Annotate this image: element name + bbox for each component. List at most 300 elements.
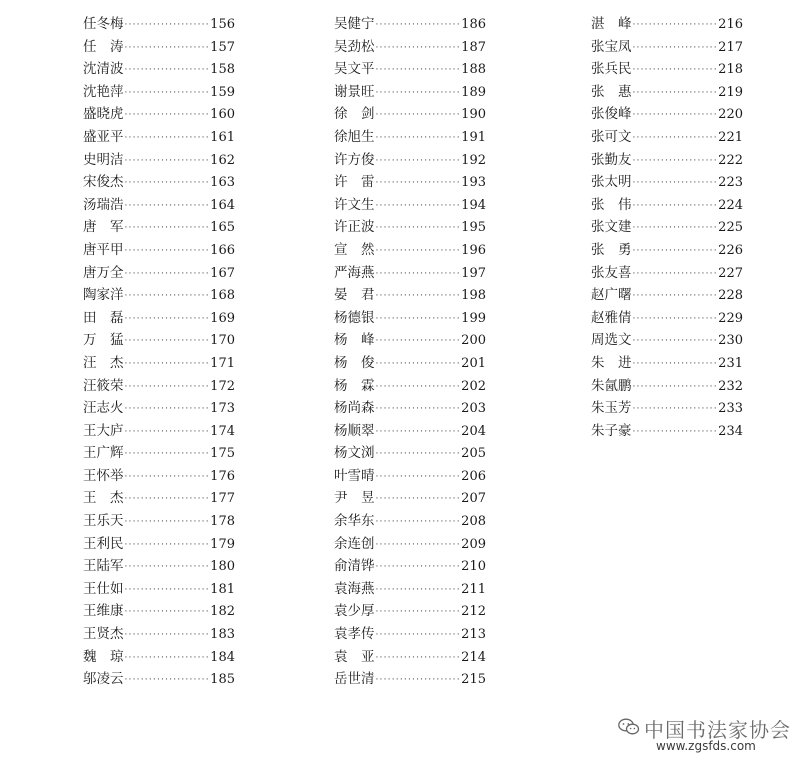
- entry-name: 许方俊: [334, 151, 375, 168]
- index-entry: [83, 13, 235, 36]
- dot-leader: [376, 376, 461, 399]
- index-entry: [591, 216, 743, 239]
- dot-leader: [376, 195, 461, 218]
- entry-page-number: 201: [461, 355, 486, 371]
- dot-leader: [125, 511, 210, 534]
- index-entry: [334, 262, 486, 285]
- index-entry: [334, 578, 486, 601]
- index-entry: [334, 510, 486, 533]
- entry-page-number: 232: [718, 378, 743, 394]
- index-entry: [83, 307, 235, 330]
- index-entry: [83, 375, 235, 398]
- entry-name: 张 惠: [591, 83, 632, 100]
- entry-name: 许正波: [334, 219, 375, 236]
- dot-leader: [633, 376, 718, 399]
- index-entry: [334, 36, 486, 59]
- entry-page-number: 233: [718, 401, 743, 417]
- index-entry: [83, 533, 235, 556]
- entry-name: 王怀举: [83, 467, 124, 484]
- index-entry: [83, 329, 235, 352]
- index-entry: [83, 103, 235, 126]
- index-entry: [83, 442, 235, 465]
- entry-name: 盛晓虎: [83, 106, 124, 123]
- dot-leader: [376, 421, 461, 444]
- entry-page-number: 193: [461, 175, 486, 191]
- entry-name: 徐旭生: [334, 128, 375, 145]
- dot-leader: [125, 82, 210, 105]
- entry-page-number: 163: [210, 175, 235, 191]
- index-entry: [334, 600, 486, 623]
- index-entry: [334, 397, 486, 420]
- dot-leader: [125, 466, 210, 489]
- entry-page-number: 170: [210, 333, 235, 349]
- dot-leader: [125, 37, 210, 60]
- entry-name: 汪志火: [83, 400, 124, 417]
- entry-name: 俞清铧: [334, 558, 375, 575]
- entry-name: 许 雷: [334, 174, 375, 191]
- index-entry: [591, 103, 743, 126]
- entry-page-number: 196: [461, 242, 486, 258]
- entry-name: 杨文浏: [334, 445, 375, 462]
- entry-page-number: 224: [718, 197, 743, 213]
- index-entry: [334, 442, 486, 465]
- dot-leader: [125, 195, 210, 218]
- entry-page-number: 209: [461, 536, 486, 552]
- dot-leader: [125, 150, 210, 173]
- dot-leader: [633, 127, 718, 150]
- dot-leader: [125, 421, 210, 444]
- index-entry: [591, 307, 743, 330]
- dot-leader: [376, 579, 461, 602]
- index-entry: [83, 36, 235, 59]
- entry-name: 杨顺翠: [334, 422, 375, 439]
- entry-page-number: 169: [210, 310, 235, 326]
- entry-page-number: 227: [718, 265, 743, 281]
- entry-page-number: 205: [461, 446, 486, 462]
- index-entry: [334, 103, 486, 126]
- entry-page-number: 181: [210, 581, 235, 597]
- entry-name: 沈艳萍: [83, 83, 124, 100]
- dot-leader: [376, 308, 461, 331]
- entry-name: 王 杰: [83, 490, 124, 507]
- entry-name: 张兵民: [591, 61, 632, 78]
- wechat-icon: [618, 718, 640, 736]
- entry-page-number: 214: [461, 649, 486, 665]
- dot-leader: [376, 240, 461, 263]
- index-entry: [83, 352, 235, 375]
- entry-name: 叶雪晴: [334, 467, 375, 484]
- entry-name: 王广辉: [83, 445, 124, 462]
- index-entry: [83, 171, 235, 194]
- entry-name: 尹 昱: [334, 490, 375, 507]
- index-entry: [334, 126, 486, 149]
- entry-name: 张友喜: [591, 264, 632, 281]
- index-entry: [334, 171, 486, 194]
- index-entry: [83, 284, 235, 307]
- dot-leader: [125, 534, 210, 557]
- dot-leader: [376, 127, 461, 150]
- dot-leader: [376, 669, 461, 692]
- index-entry: [334, 487, 486, 510]
- index-entry: [591, 13, 743, 36]
- entry-name: 许文生: [334, 196, 375, 213]
- index-entry: [334, 58, 486, 81]
- index-entry: [591, 284, 743, 307]
- entry-page-number: 221: [718, 129, 743, 145]
- dot-leader: [633, 14, 718, 37]
- entry-page-number: 173: [210, 401, 235, 417]
- index-entry: [591, 36, 743, 59]
- dot-leader: [125, 308, 210, 331]
- index-entry: [83, 149, 235, 172]
- index-entry: [334, 194, 486, 217]
- entry-name: 王乐天: [83, 513, 124, 530]
- dot-leader: [633, 150, 718, 173]
- entry-page-number: 174: [210, 423, 235, 439]
- entry-page-number: 184: [210, 649, 235, 665]
- index-entry: [591, 375, 743, 398]
- dot-leader: [633, 195, 718, 218]
- entry-name: 任冬梅: [83, 16, 124, 32]
- entry-name: 汤瑞浩: [83, 196, 124, 213]
- index-entry: [334, 13, 486, 36]
- entry-page-number: 160: [210, 107, 235, 123]
- dot-leader: [125, 579, 210, 602]
- entry-page-number: 172: [210, 378, 235, 394]
- entry-page-number: 216: [718, 17, 743, 32]
- dot-leader: [633, 421, 718, 444]
- entry-page-number: 218: [718, 62, 743, 78]
- dot-leader: [125, 669, 210, 692]
- index-entry: [83, 126, 235, 149]
- entry-page-number: 192: [461, 152, 486, 168]
- entry-name: 史明洁: [83, 151, 124, 168]
- entry-page-number: 222: [718, 152, 743, 168]
- entry-name: 王陆军: [83, 558, 124, 575]
- entry-name: 徐 剑: [334, 106, 375, 123]
- index-entry: [334, 81, 486, 104]
- index-entry: [591, 397, 743, 420]
- entry-page-number: 178: [210, 514, 235, 530]
- entry-page-number: 220: [718, 107, 743, 123]
- entry-page-number: 231: [718, 355, 743, 371]
- entry-page-number: 185: [210, 672, 235, 688]
- index-entry: [83, 510, 235, 533]
- entry-name: 赵雅倩: [591, 309, 632, 326]
- entry-name: 唐 军: [83, 219, 124, 236]
- entry-page-number: 183: [210, 627, 235, 643]
- dot-leader: [125, 398, 210, 421]
- dot-leader: [125, 624, 210, 647]
- entry-name: 张 勇: [591, 241, 632, 258]
- entry-name: 张勤友: [591, 151, 632, 168]
- dot-leader: [125, 353, 210, 376]
- entry-page-number: 230: [718, 333, 743, 349]
- index-entry: [83, 420, 235, 443]
- index-entry: [83, 623, 235, 646]
- index-entry: [334, 533, 486, 556]
- entry-page-number: 197: [461, 265, 486, 281]
- entry-name: 汪 杰: [83, 354, 124, 371]
- index-entry: [591, 262, 743, 285]
- dot-leader: [376, 172, 461, 195]
- dot-leader: [376, 556, 461, 579]
- dot-leader: [633, 104, 718, 127]
- entry-name: 杨 峰: [334, 332, 375, 349]
- entry-page-number: 210: [461, 559, 486, 575]
- dot-leader: [125, 217, 210, 240]
- dot-leader: [633, 330, 718, 353]
- dot-leader: [376, 285, 461, 308]
- index-entry: [591, 149, 743, 172]
- dot-leader: [376, 534, 461, 557]
- entry-page-number: 219: [718, 84, 743, 100]
- entry-name: 朱玉芳: [591, 400, 632, 417]
- dot-leader: [376, 624, 461, 647]
- entry-page-number: 171: [210, 355, 235, 371]
- entry-page-number: 208: [461, 514, 486, 530]
- watermark-text: 中国书法家协会: [644, 718, 791, 742]
- entry-page-number: 206: [461, 468, 486, 484]
- dot-leader: [125, 104, 210, 127]
- index-entry: [334, 352, 486, 375]
- entry-page-number: 213: [461, 627, 486, 643]
- entry-name: 严海燕: [334, 264, 375, 281]
- entry-name: 万 猛: [83, 332, 124, 349]
- dot-leader: [376, 330, 461, 353]
- entry-name: 岳世清: [334, 671, 375, 688]
- entry-name: 张太明: [591, 174, 632, 191]
- index-entry: [83, 262, 235, 285]
- entry-page-number: 179: [210, 536, 235, 552]
- index-entry: [83, 600, 235, 623]
- entry-name: 盛亚平: [83, 128, 124, 145]
- dot-leader: [376, 647, 461, 670]
- dot-leader: [125, 263, 210, 286]
- entry-page-number: 188: [461, 62, 486, 78]
- watermark: [618, 712, 790, 754]
- entry-name: 谢景旺: [334, 83, 375, 100]
- entry-name: 王利民: [83, 535, 124, 552]
- dot-leader: [376, 217, 461, 240]
- dot-leader: [125, 240, 210, 263]
- index-column-1: [83, 13, 235, 691]
- entry-name: 张可文: [591, 128, 632, 145]
- dot-leader: [376, 466, 461, 489]
- index-entry: [334, 329, 486, 352]
- dot-leader: [376, 353, 461, 376]
- index-entry: [334, 555, 486, 578]
- entry-name: 唐平甲: [83, 241, 124, 258]
- index-entry: [83, 578, 235, 601]
- entry-name: 余华东: [334, 513, 375, 530]
- entry-page-number: 182: [210, 604, 235, 620]
- entry-name: 杨尚森: [334, 400, 375, 417]
- dot-leader: [376, 104, 461, 127]
- dot-leader: [125, 14, 210, 37]
- dot-leader: [633, 37, 718, 60]
- entry-name: 余连创: [334, 535, 375, 552]
- entry-page-number: 167: [210, 265, 235, 281]
- index-entry: [334, 646, 486, 669]
- entry-name: 袁 亚: [334, 648, 375, 665]
- entry-name: 吴健宁: [334, 16, 375, 32]
- entry-page-number: 217: [718, 39, 743, 55]
- entry-name: 王大庐: [83, 422, 124, 439]
- entry-name: 杨德银: [334, 309, 375, 326]
- dot-leader: [633, 217, 718, 240]
- entry-page-number: 194: [461, 197, 486, 213]
- index-entry: [334, 307, 486, 330]
- index-entry: [334, 623, 486, 646]
- entry-name: 朱子豪: [591, 422, 632, 439]
- index-entry: [334, 239, 486, 262]
- entry-page-number: 228: [718, 288, 743, 304]
- dot-leader: [125, 330, 210, 353]
- index-entry: [83, 668, 235, 691]
- entry-page-number: 175: [210, 446, 235, 462]
- dot-leader: [376, 443, 461, 466]
- index-entry: [591, 171, 743, 194]
- entry-page-number: 225: [718, 220, 743, 236]
- index-entry: [591, 239, 743, 262]
- index-entry: [334, 149, 486, 172]
- dot-leader: [376, 263, 461, 286]
- entry-page-number: 212: [461, 604, 486, 620]
- entry-name: 张俊峰: [591, 106, 632, 123]
- entry-page-number: 166: [210, 242, 235, 258]
- watermark-url: www.zgsfds.com: [656, 739, 756, 753]
- dot-leader: [125, 647, 210, 670]
- dot-leader: [376, 82, 461, 105]
- entry-name: 周选文: [591, 332, 632, 349]
- dot-leader: [633, 240, 718, 263]
- entry-page-number: 156: [210, 17, 235, 32]
- index-entry: [591, 126, 743, 149]
- entry-name: 吴文平: [334, 61, 375, 78]
- entry-page-number: 176: [210, 468, 235, 484]
- entry-page-number: 157: [210, 39, 235, 55]
- dot-leader: [376, 59, 461, 82]
- dot-leader: [376, 511, 461, 534]
- dot-leader: [125, 127, 210, 150]
- index-entry: [591, 81, 743, 104]
- entry-page-number: 211: [461, 581, 486, 597]
- index-entry: [83, 555, 235, 578]
- entry-name: 宋俊杰: [83, 174, 124, 191]
- dot-leader: [125, 376, 210, 399]
- dot-leader: [633, 82, 718, 105]
- entry-page-number: 229: [718, 310, 743, 326]
- entry-page-number: 191: [461, 129, 486, 145]
- dot-leader: [376, 37, 461, 60]
- entry-name: 袁少厚: [334, 603, 375, 620]
- index-column-2: [334, 13, 486, 691]
- index-entry: [591, 420, 743, 443]
- entry-page-number: 203: [461, 401, 486, 417]
- entry-name: 唐万全: [83, 264, 124, 281]
- dot-leader: [633, 308, 718, 331]
- entry-page-number: 215: [461, 672, 486, 688]
- dot-leader: [633, 353, 718, 376]
- index-entry: [83, 58, 235, 81]
- index-entry: [591, 329, 743, 352]
- dot-leader: [376, 601, 461, 624]
- index-entry: [83, 487, 235, 510]
- entry-page-number: 199: [461, 310, 486, 326]
- entry-name: 沈清波: [83, 61, 124, 78]
- index-entry: [334, 465, 486, 488]
- entry-name: 邬凌云: [83, 671, 124, 688]
- index-entry: [334, 375, 486, 398]
- index-entry: [83, 216, 235, 239]
- index-entry: [591, 194, 743, 217]
- dot-leader: [376, 488, 461, 511]
- entry-page-number: 234: [718, 423, 743, 439]
- index-entry: [83, 239, 235, 262]
- dot-leader: [376, 150, 461, 173]
- entry-page-number: 186: [461, 17, 486, 32]
- index-entry: [83, 194, 235, 217]
- dot-leader: [376, 398, 461, 421]
- entry-name: 晏 君: [334, 287, 375, 304]
- dot-leader: [376, 14, 461, 37]
- entry-name: 张 伟: [591, 196, 632, 213]
- entry-page-number: 177: [210, 491, 235, 507]
- entry-page-number: 190: [461, 107, 486, 123]
- entry-page-number: 189: [461, 84, 486, 100]
- entry-page-number: 164: [210, 197, 235, 213]
- entry-page-number: 187: [461, 39, 486, 55]
- entry-name: 魏 琼: [83, 648, 124, 665]
- entry-page-number: 180: [210, 559, 235, 575]
- entry-name: 赵广曙: [591, 287, 632, 304]
- index-entry: [83, 81, 235, 104]
- dot-leader: [633, 263, 718, 286]
- entry-name: 王维康: [83, 603, 124, 620]
- entry-page-number: 158: [210, 62, 235, 78]
- dot-leader: [633, 172, 718, 195]
- entry-name: 袁海燕: [334, 580, 375, 597]
- dot-leader: [125, 172, 210, 195]
- entry-page-number: 198: [461, 288, 486, 304]
- entry-name: 王贤杰: [83, 626, 124, 643]
- entry-page-number: 202: [461, 378, 486, 394]
- index-entry: [591, 58, 743, 81]
- index-entry: [591, 352, 743, 375]
- index-entry: [83, 397, 235, 420]
- index-entry: [334, 284, 486, 307]
- dot-leader: [125, 601, 210, 624]
- index-entry: [83, 465, 235, 488]
- entry-name: 袁孝传: [334, 626, 375, 643]
- entry-name: 张宝凤: [591, 38, 632, 55]
- entry-page-number: 207: [461, 491, 486, 507]
- entry-name: 宣 然: [334, 241, 375, 258]
- entry-name: 朱 进: [591, 354, 632, 371]
- index-entry: [334, 420, 486, 443]
- entry-name: 任 涛: [83, 38, 124, 55]
- index-entry: [334, 668, 486, 691]
- entry-page-number: 226: [718, 242, 743, 258]
- entry-page-number: 162: [210, 152, 235, 168]
- dot-leader: [125, 59, 210, 82]
- entry-page-number: 168: [210, 288, 235, 304]
- dot-leader: [125, 556, 210, 579]
- index-entry: [334, 216, 486, 239]
- entry-name: 汪筱荣: [83, 377, 124, 394]
- dot-leader: [125, 488, 210, 511]
